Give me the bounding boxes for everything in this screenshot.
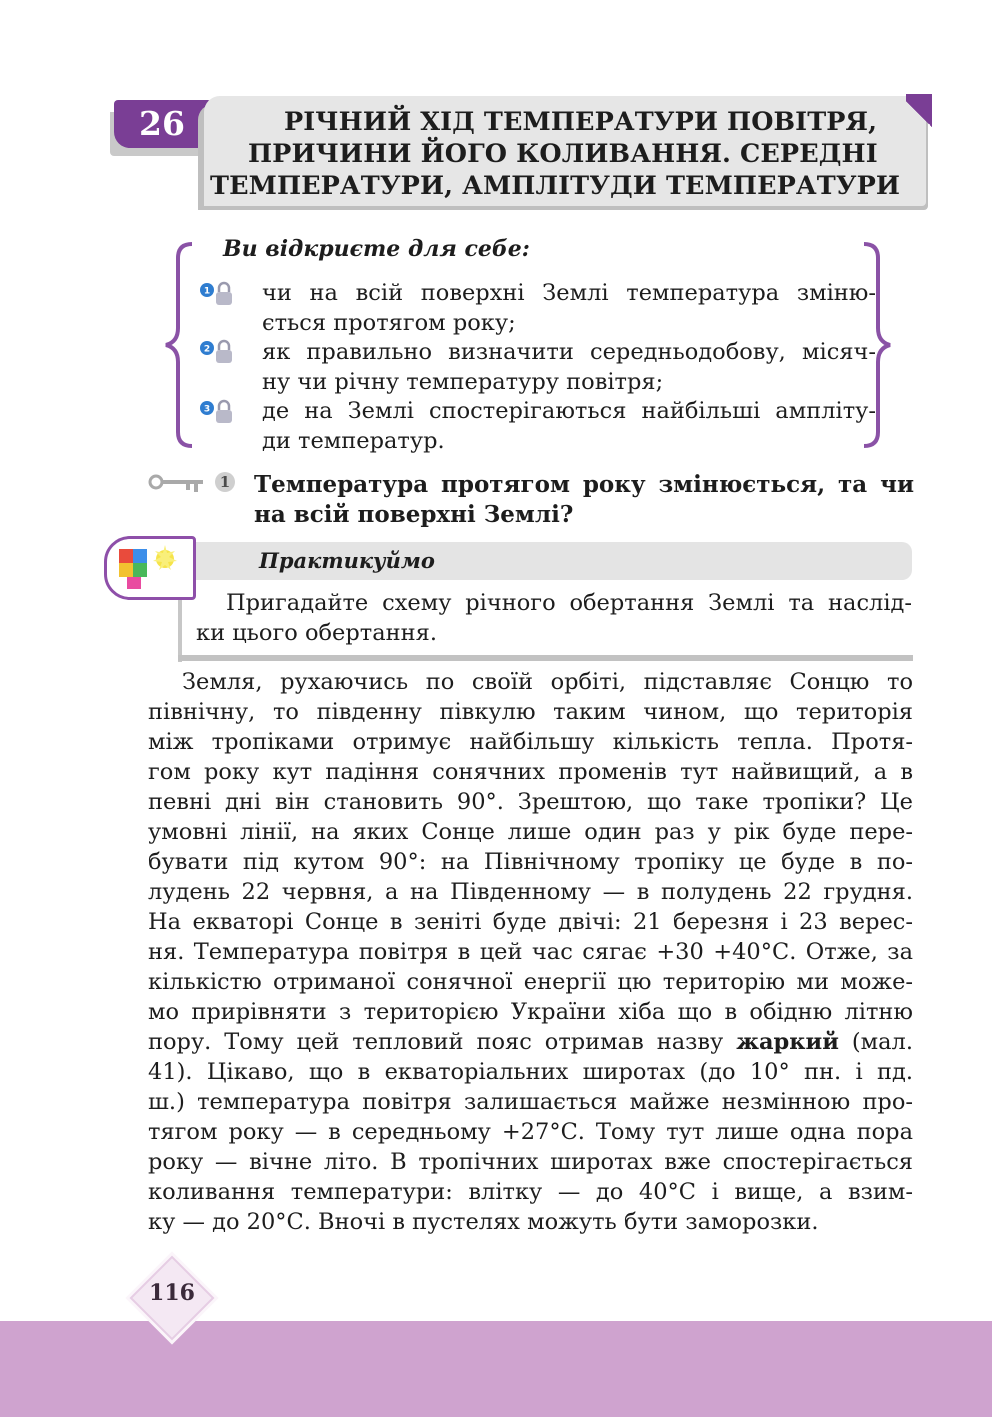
- body-line: року — вічне літо. В тропічних широтах вже спостерігається: [148, 1149, 913, 1175]
- left-brace: [160, 240, 196, 450]
- body-line: Земля, рухаючись по своїй орбіті, підставляє Сонцю то: [182, 669, 913, 695]
- practice-line: ки цього обертання.: [196, 620, 437, 646]
- discover-item-line: як правильно визначити середньодобову, місяч-: [262, 339, 876, 365]
- body-line: умовні лінії, на яких Сонце лише один раз у рік буде пере-: [148, 819, 913, 845]
- practice-line: Пригадайте схему річного обертання Землі та наслід-: [226, 590, 912, 616]
- body-line: ку — до 20°С. Вночі в пустелях можуть бути заморозки.: [148, 1209, 819, 1235]
- discover-item: [262, 397, 876, 456]
- svg-text:1: 1: [203, 286, 211, 297]
- body-line: лудень 22 червня, а на Південному — в полудень 22 грудня.: [148, 879, 913, 905]
- discover-item-line: де на Землі спостерігаються найбільші ампліту-: [262, 398, 876, 424]
- lesson-number: 26: [114, 100, 210, 148]
- lesson-title-line: ПРИЧИНИ ЙОГО КОЛИВАННЯ. СЕРЕДНІ: [248, 139, 878, 169]
- practice-title: Практикуймо: [259, 548, 435, 573]
- footer-band: [0, 1321, 992, 1417]
- practice-frame-bottom: [178, 655, 913, 661]
- practice-text: [196, 588, 912, 648]
- question-line: на всій поверхні Землі?: [254, 501, 574, 528]
- body-line: ш.) температура повітря залишається майже незмінною про-: [148, 1089, 913, 1115]
- puzzle-icon: [104, 536, 196, 600]
- body-line: коливання температури: влітку — до 40°С і вище, а взим-: [148, 1179, 913, 1205]
- discover-item-line: ди температур.: [262, 427, 445, 454]
- page-number: 116: [149, 1280, 195, 1306]
- discover-item-line: чи на всій поверхні Землі температура зміню-: [262, 280, 876, 306]
- lock-key-2-icon: [198, 338, 238, 366]
- body-line: На екваторі Сонце в зеніті буде двічі: 21 березня і 23 верес-: [148, 909, 913, 935]
- body-line: північну, то південну півкулю таким чином, що територія: [148, 699, 913, 725]
- body-line-part: (мал.: [838, 1029, 913, 1055]
- body-line: тягом року — в середньому +27°С. Тому тут лише одна пора: [148, 1119, 913, 1145]
- body-line: бувати під кутом 90°: на Північному тропіку це буде в по-: [148, 849, 913, 875]
- body-line: гом року кут падіння сонячних променів тут найвищий, а в: [148, 759, 913, 785]
- discover-item: [262, 279, 876, 338]
- lesson-title-line: ТЕМПЕРАТУРИ, АМПЛІТУДИ ТЕМПЕРАТУРИ: [210, 171, 901, 201]
- body-line: ня. Температура повітря в цей час сягає +30 +40°С. Отже, за: [148, 939, 913, 965]
- discover-item: [262, 338, 876, 397]
- question-text: [254, 470, 914, 530]
- lesson-title: [204, 106, 924, 202]
- body-line: між тропіками отримує найбільшу кількість тепла. Протя-: [148, 729, 913, 755]
- body-line-part: пору. Тому цей тепловий пояс отримав назву: [148, 1029, 737, 1055]
- lock-key-3-icon: [198, 398, 238, 426]
- body-line: кількістю отриманої сонячної енергії цю територію ми може-: [148, 969, 913, 995]
- body-line: певні дні він становить 90°. Зрештою, що таке тропіки? Це: [148, 789, 913, 815]
- discover-item-line: ну чи річну температуру повітря;: [262, 368, 664, 395]
- lesson-title-line: РІЧНИЙ ХІД ТЕМПЕРАТУРИ ПОВІТРЯ,: [284, 107, 878, 137]
- body-paragraph: [148, 667, 913, 1237]
- discover-title: Ви відкриєте для себе:: [223, 236, 530, 262]
- question-line: Температура протягом року змінюється, та чи: [254, 471, 914, 498]
- body-line: мо прирівняти з територією України хіба що в обідню літню: [148, 999, 913, 1025]
- body-line: 41). Цікаво, що в екваторіальних широтах (до 10° пн. і пд.: [148, 1059, 913, 1085]
- bold-term: жаркий: [736, 1029, 839, 1055]
- discover-item-line: ється протягом року;: [262, 309, 516, 336]
- question-number: 1: [219, 473, 231, 491]
- body-line-with-bold: [148, 1027, 913, 1057]
- svg-text:3: 3: [203, 404, 211, 415]
- lock-key-1-icon: [198, 280, 238, 308]
- svg-text:2: 2: [203, 344, 211, 355]
- key-icon: [146, 470, 238, 496]
